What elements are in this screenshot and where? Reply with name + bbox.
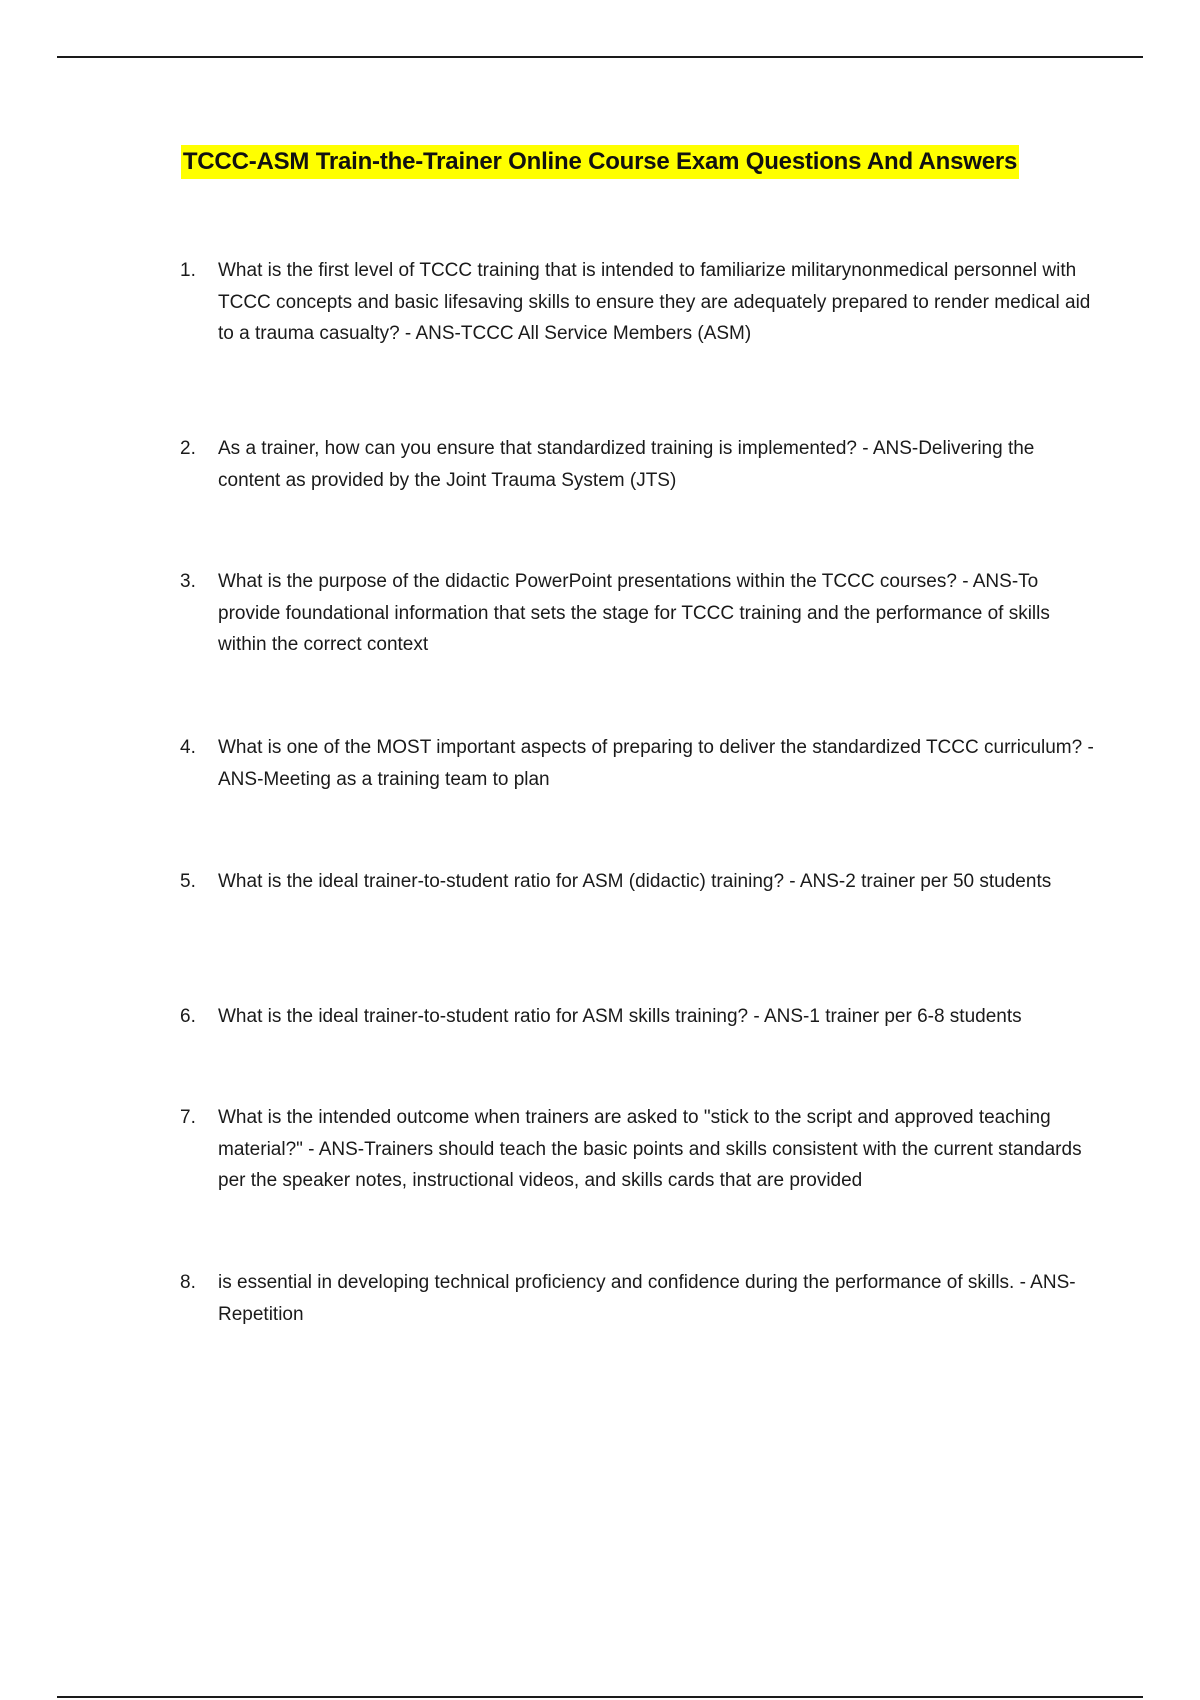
document-title: TCCC-ASM Train-the-Trainer Online Course Exam Questions And Answers [181,145,1019,179]
question-text: As a trainer, how can you ensure that standardized training is implemented? - ANS-Delivering the content as provided by the Joint Trauma System (JTS) [218,438,1035,491]
question-item [180,566,1100,661]
question-text: What is the ideal trainer-to-student ratio for ASM (didactic) training? - ANS-2 trainer per 50 students [218,871,1052,892]
question-text: What is the first level of TCCC training that is intended to familiarize militarynonmedical personnel with TCCC concepts and basic lifesaving skills to ensure they are adequately prepared to render medical aid to a trauma casualty? - ANS-TCCC All Service Members (ASM) [218,260,1091,344]
question-item [180,433,1100,496]
question-number: 6. [180,1006,196,1027]
question-item [180,1001,1100,1033]
question-item [180,1267,1100,1330]
question-number: 7. [180,1107,196,1128]
question-item [180,1102,1100,1197]
question-item [180,732,1100,795]
title-container [0,145,1200,179]
question-number: 3. [180,571,196,592]
question-number: 1. [180,260,196,281]
question-number: 8. [180,1272,196,1293]
question-text: What is one of the MOST important aspects of preparing to deliver the standardized TCCC curriculum? - ANS-Meeting as a training team to plan [218,737,1094,790]
bottom-rule [57,1696,1143,1698]
question-number: 5. [180,871,196,892]
question-text: What is the purpose of the didactic PowerPoint presentations within the TCCC courses? - ANS-To provide foundational information that sets the stage for TCCC training and the performance of skills within the correct context [218,571,1050,655]
top-rule [57,56,1143,58]
question-text: What is the intended outcome when trainers are asked to "stick to the script and approved teaching material?" - ANS-Trainers should teach the basic points and skills consistent with the current standards per the speaker notes, instructional videos, and skills cards that are provided [218,1107,1082,1191]
question-text: is essential in developing technical proficiency and confidence during the performance of skills. - ANS-Repetition [218,1272,1076,1325]
question-item [180,866,1100,898]
question-item [180,255,1100,350]
question-text: What is the ideal trainer-to-student ratio for ASM skills training? - ANS-1 trainer per 6-8 students [218,1006,1022,1027]
question-number: 2. [180,438,196,459]
question-number: 4. [180,737,196,758]
